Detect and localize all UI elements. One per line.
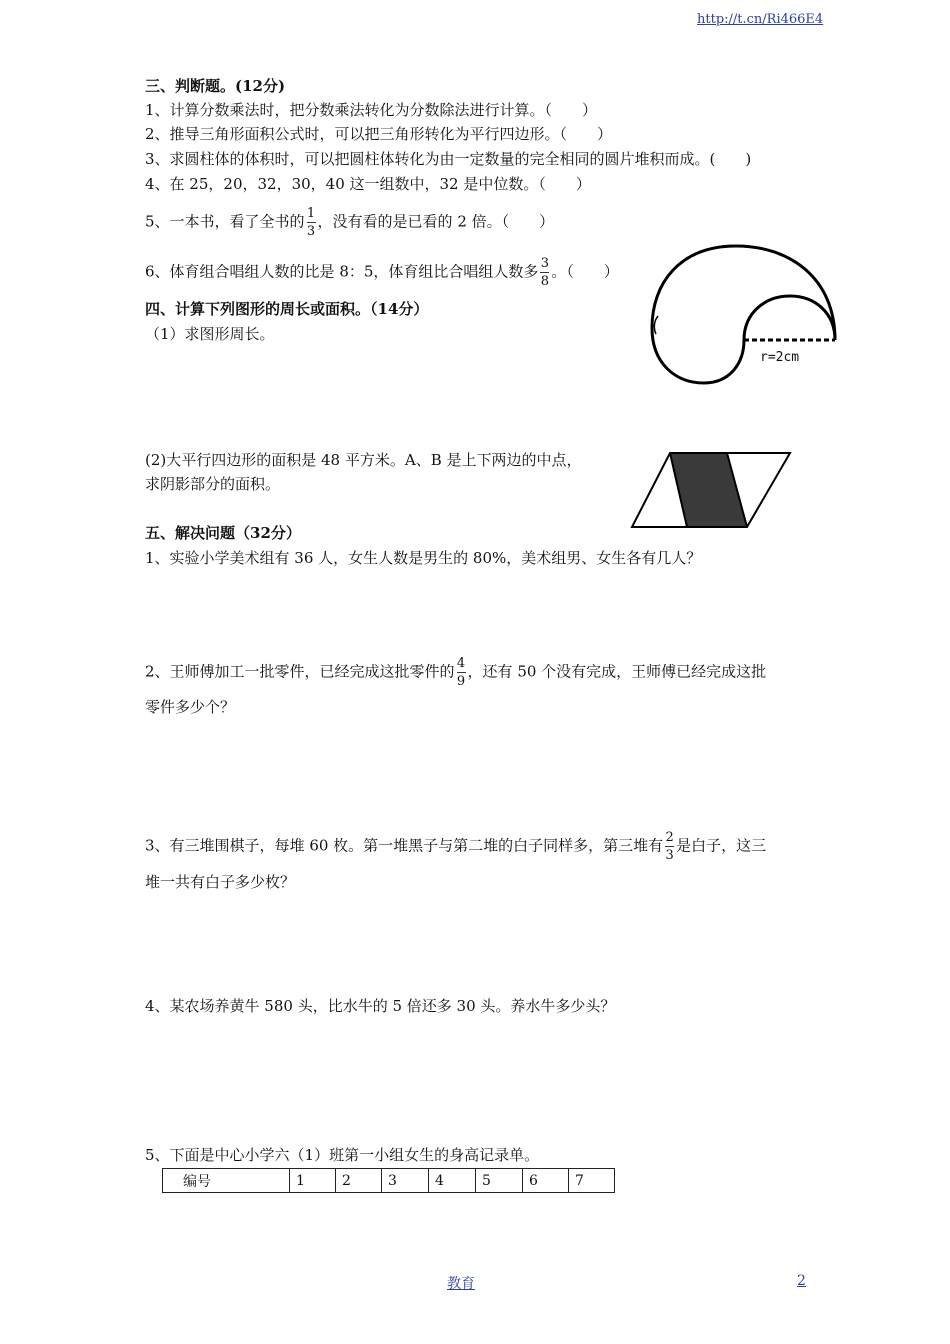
judgement-item-6 <box>145 256 619 289</box>
fraction-bar <box>665 846 674 847</box>
fraction <box>540 256 549 289</box>
item-text: 是白子，这三 <box>676 836 767 855</box>
table-cell: 1 <box>290 1169 336 1193</box>
section-5-title: 五、解决问题（32分） <box>145 524 301 542</box>
item-text: 。（ ） <box>551 262 619 281</box>
height-record-table <box>162 1168 615 1193</box>
footer-center-link[interactable]: 教育 <box>447 1276 475 1292</box>
fraction <box>457 656 466 689</box>
problem-5: 5、下面是中心小学六（1）班第一小组女生的身高记录单。 <box>145 1146 540 1164</box>
fraction-numerator: 1 <box>306 206 316 221</box>
fraction-bar <box>540 272 549 273</box>
fraction-denominator: 8 <box>540 274 550 289</box>
fraction-numerator: 3 <box>540 256 550 271</box>
judgement-item-5 <box>145 206 554 239</box>
problem-3-line1 <box>145 830 766 863</box>
fraction-bar <box>457 672 466 673</box>
table-cell: 2 <box>336 1169 382 1193</box>
judgement-item-1: 1、计算分数乘法时，把分数乘法转化为分数除法进行计算。（ ） <box>145 101 598 119</box>
radius-label: r=2cm <box>760 350 800 365</box>
table-cell: 4 <box>429 1169 476 1193</box>
shaded-region <box>670 453 747 527</box>
fraction-denominator: 9 <box>456 674 466 689</box>
fraction <box>665 830 674 863</box>
judgement-item-4: 4、在 25，20，32，30，40 这一组数中，32 是中位数。（ ） <box>145 175 591 193</box>
table-cell: 3 <box>382 1169 429 1193</box>
question-4-2-line1: (2)大平行四边形的面积是 48 平方米。A、B 是上下两边的中点， <box>145 451 582 469</box>
fraction <box>307 206 316 239</box>
judgement-item-2: 2、推导三角形面积公式时，可以把三角形转化为平行四边形。（ ） <box>145 125 613 143</box>
item-text: ，还有 50 个没有完成，王师傅已经完成这批 <box>467 662 767 681</box>
fraction-numerator: 4 <box>456 656 466 671</box>
section-3-title: 三、判断题。(12分) <box>145 77 286 95</box>
problem-2-line2: 零件多少个？ <box>145 698 236 716</box>
section-4-title: 四、计算下列图形的周长或面积。（14分） <box>145 300 429 318</box>
problem-3-line2: 堆一共有白子多少枚？ <box>145 873 296 891</box>
large-semicircle-arc <box>652 246 835 383</box>
fraction-numerator: 2 <box>665 830 674 845</box>
judgement-item-3: 3、求圆柱体的体积时，可以把圆柱体转化为由一定数量的完全相同的圆片堆积而成。( ) <box>145 150 752 168</box>
table-cell: 6 <box>523 1169 569 1193</box>
problem-2-line1 <box>145 656 766 689</box>
table-header-cell: 编号 <box>163 1169 290 1193</box>
table-cell: 7 <box>569 1169 615 1193</box>
item-text: 6、体育组合唱组人数的比是 8：5，体育组比合唱组人数多 <box>145 262 539 281</box>
header-link[interactable]: http://t.cn/Ri466E4 <box>697 12 824 27</box>
item-text: 3、有三堆围棋子，每堆 60 枚。第一堆黑子与第二堆的白子同样多，第三堆有 <box>145 836 664 855</box>
left-notch <box>654 316 658 334</box>
item-text: ，没有看的是已看的 2 倍。（ ） <box>317 212 555 231</box>
table-row <box>163 1169 615 1193</box>
question-4-2-line2: 求阴影部分的面积。 <box>145 475 281 493</box>
fraction-bar <box>307 222 316 223</box>
page-number[interactable]: 2 <box>797 1273 806 1289</box>
fraction-denominator: 3 <box>665 848 674 863</box>
item-text: 5、一本书，看了全书的 <box>145 212 305 231</box>
perimeter-figure <box>640 238 850 393</box>
question-4-1: （1）求图形周长。 <box>145 325 275 343</box>
item-text: 2、王师傅加工一批零件，已经完成这批零件的 <box>145 662 455 681</box>
fraction-denominator: 3 <box>306 224 316 239</box>
parallelogram-figure <box>630 450 795 532</box>
problem-4: 4、某农场养黄牛 580 头，比水牛的 5 倍还多 30 头。养水牛多少头？ <box>145 997 616 1015</box>
problem-1: 1、实验小学美术组有 36 人，女生人数是男生的 80%，美术组男、女生各有几人？ <box>145 549 702 567</box>
table-cell: 5 <box>476 1169 523 1193</box>
small-semicircle-arc <box>744 296 835 340</box>
